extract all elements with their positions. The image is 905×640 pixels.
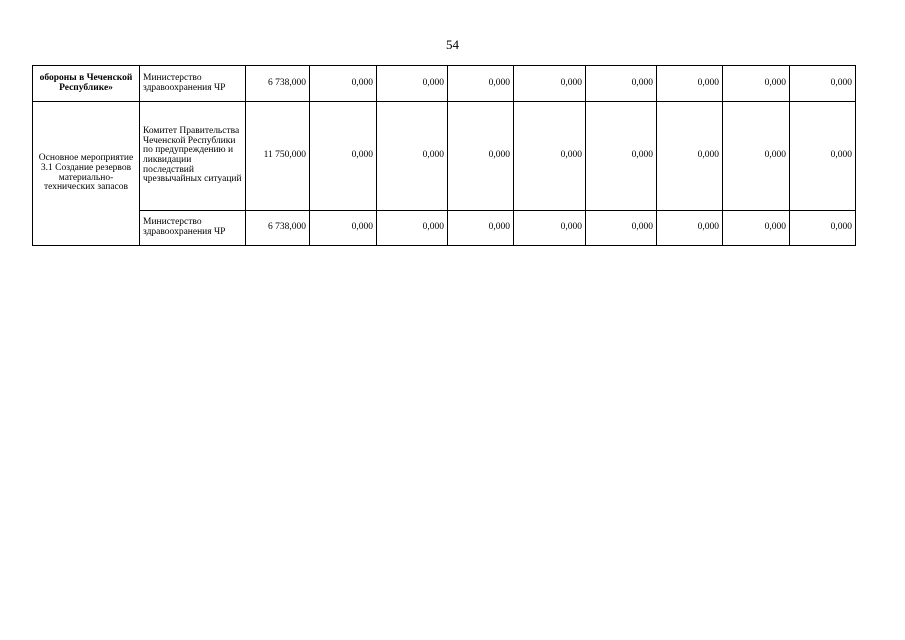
amount-cell: 0,000 (514, 66, 586, 102)
amount-cell: 0,000 (448, 211, 514, 246)
page-number: 54 (446, 37, 459, 52)
amount-cell: 0,000 (790, 211, 856, 246)
table-row (33, 102, 856, 211)
activity-name-cell: Основное мероприятие 3.1 Создание резервов материально-технических запасов (33, 102, 140, 246)
amount-cell: 6 738,000 (246, 66, 310, 102)
amount-cell: 0,000 (310, 211, 377, 246)
table-row (33, 66, 856, 102)
amount-cell: 0,000 (723, 66, 790, 102)
amount-cell: 0,000 (448, 66, 514, 102)
table-row (33, 211, 856, 246)
amount-cell: 0,000 (514, 102, 586, 211)
amount-cell: 0,000 (586, 211, 657, 246)
executor-cell: Комитет Правительства Чеченской Республики по предупреждению и ликвидации последствий чрезвычайных ситуаций (140, 102, 246, 211)
amount-cell: 0,000 (586, 66, 657, 102)
amount-cell: 0,000 (723, 211, 790, 246)
amount-cell: 0,000 (790, 66, 856, 102)
amount-cell: 0,000 (310, 102, 377, 211)
amount-cell: 0,000 (657, 66, 723, 102)
amount-cell: 0,000 (448, 102, 514, 211)
amount-cell: 0,000 (723, 102, 790, 211)
amount-cell: 0,000 (377, 66, 448, 102)
amount-cell: 0,000 (790, 102, 856, 211)
budget-table (32, 65, 856, 246)
amount-cell: 6 738,000 (246, 211, 310, 246)
executor-cell: Министерство здравоохранения ЧР (140, 66, 246, 102)
amount-cell: 0,000 (657, 211, 723, 246)
amount-cell: 0,000 (310, 66, 377, 102)
amount-cell: 0,000 (377, 211, 448, 246)
amount-cell: 0,000 (657, 102, 723, 211)
activity-name-cell: обороны в Чеченской Республике» (33, 66, 140, 102)
amount-cell: 0,000 (586, 102, 657, 211)
amount-cell: 11 750,000 (246, 102, 310, 211)
amount-cell: 0,000 (514, 211, 586, 246)
amount-cell: 0,000 (377, 102, 448, 211)
executor-cell: Министерство здравоохранения ЧР (140, 211, 246, 246)
